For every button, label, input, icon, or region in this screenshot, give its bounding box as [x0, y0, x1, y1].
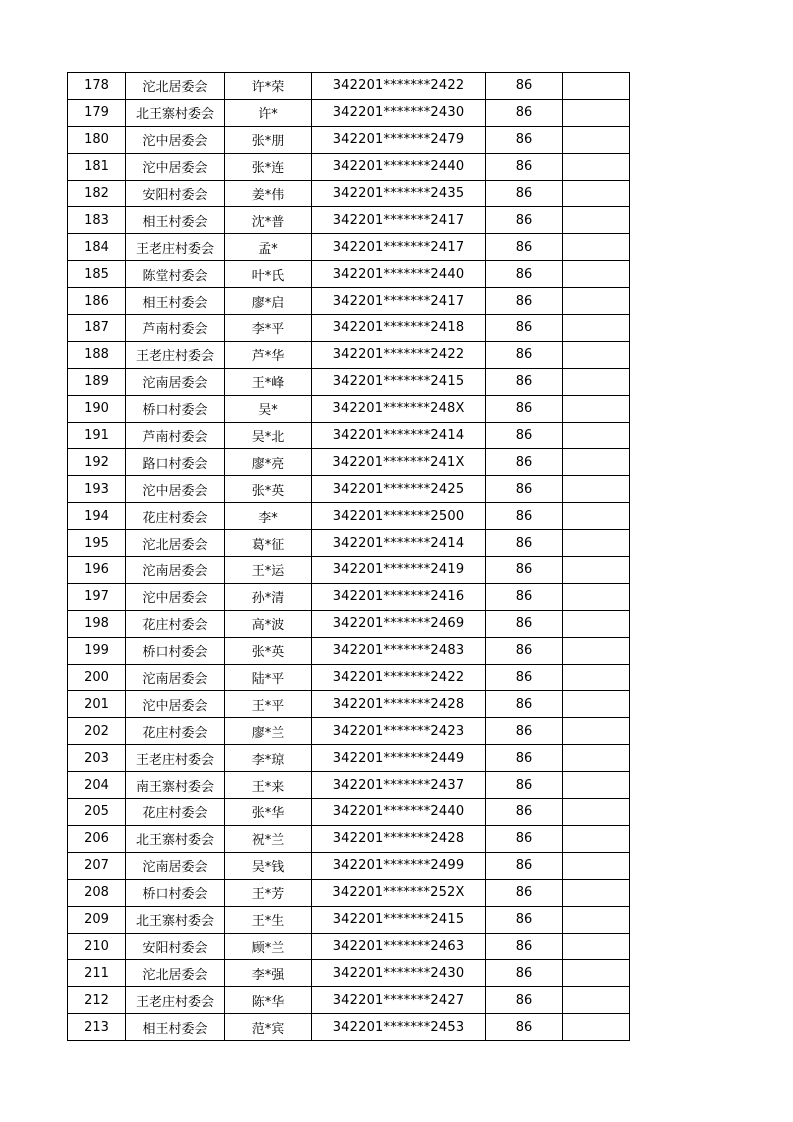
table-row	[68, 960, 630, 987]
table-row	[68, 825, 630, 852]
person-name-cell: 孟*	[225, 234, 312, 261]
serial-number-cell: 208	[68, 879, 126, 906]
remarks-cell	[563, 583, 630, 610]
age-cell: 86	[486, 395, 563, 422]
community-unit-cell: 相王村委会	[126, 1014, 225, 1041]
serial-number-cell: 189	[68, 368, 126, 395]
person-name-cell: 高*波	[225, 610, 312, 637]
id-number-cell: 342201*******2437	[312, 772, 486, 799]
table-row	[68, 879, 630, 906]
person-name-cell: 吴*北	[225, 422, 312, 449]
community-unit-cell: 路口村委会	[126, 449, 225, 476]
document-sheet	[67, 72, 630, 1041]
age-cell: 86	[486, 422, 563, 449]
person-name-cell: 张*华	[225, 799, 312, 826]
community-unit-cell: 沱中居委会	[126, 126, 225, 153]
table-row	[68, 449, 630, 476]
table-row	[68, 341, 630, 368]
person-name-cell: 范*宾	[225, 1014, 312, 1041]
remarks-cell	[563, 126, 630, 153]
remarks-cell	[563, 288, 630, 315]
id-number-cell: 342201*******248X	[312, 395, 486, 422]
id-number-cell: 342201*******2417	[312, 234, 486, 261]
community-unit-cell: 相王村委会	[126, 207, 225, 234]
remarks-cell	[563, 99, 630, 126]
person-name-cell: 李*琼	[225, 745, 312, 772]
remarks-cell	[563, 960, 630, 987]
serial-number-cell: 200	[68, 664, 126, 691]
roster-table	[67, 72, 630, 1041]
age-cell: 86	[486, 530, 563, 557]
remarks-cell	[563, 422, 630, 449]
age-cell: 86	[486, 960, 563, 987]
age-cell: 86	[486, 261, 563, 288]
age-cell: 86	[486, 583, 563, 610]
community-unit-cell: 花庄村委会	[126, 799, 225, 826]
community-unit-cell: 芦南村委会	[126, 315, 225, 342]
remarks-cell	[563, 772, 630, 799]
age-cell: 86	[486, 610, 563, 637]
community-unit-cell: 相王村委会	[126, 288, 225, 315]
id-number-cell: 342201*******2428	[312, 691, 486, 718]
serial-number-cell: 199	[68, 637, 126, 664]
remarks-cell	[563, 180, 630, 207]
community-unit-cell: 沱南居委会	[126, 852, 225, 879]
age-cell: 86	[486, 1014, 563, 1041]
id-number-cell: 342201*******2500	[312, 503, 486, 530]
community-unit-cell: 沱北居委会	[126, 73, 225, 100]
age-cell: 86	[486, 126, 563, 153]
remarks-cell	[563, 745, 630, 772]
table-row	[68, 422, 630, 449]
serial-number-cell: 196	[68, 557, 126, 584]
table-row	[68, 368, 630, 395]
community-unit-cell: 沱中居委会	[126, 153, 225, 180]
id-number-cell: 342201*******2440	[312, 153, 486, 180]
age-cell: 86	[486, 73, 563, 100]
table-row	[68, 852, 630, 879]
age-cell: 86	[486, 368, 563, 395]
person-name-cell: 张*英	[225, 637, 312, 664]
age-cell: 86	[486, 799, 563, 826]
person-name-cell: 顾*兰	[225, 933, 312, 960]
roster-table-body	[68, 73, 630, 1041]
remarks-cell	[563, 637, 630, 664]
table-row	[68, 610, 630, 637]
id-number-cell: 342201*******2453	[312, 1014, 486, 1041]
table-row	[68, 664, 630, 691]
serial-number-cell: 187	[68, 315, 126, 342]
table-row	[68, 99, 630, 126]
age-cell: 86	[486, 987, 563, 1014]
table-row	[68, 395, 630, 422]
age-cell: 86	[486, 745, 563, 772]
serial-number-cell: 188	[68, 341, 126, 368]
age-cell: 86	[486, 99, 563, 126]
community-unit-cell: 花庄村委会	[126, 503, 225, 530]
community-unit-cell: 沱北居委会	[126, 530, 225, 557]
id-number-cell: 342201*******2435	[312, 180, 486, 207]
person-name-cell: 孙*清	[225, 583, 312, 610]
age-cell: 86	[486, 879, 563, 906]
person-name-cell: 廖*启	[225, 288, 312, 315]
serial-number-cell: 213	[68, 1014, 126, 1041]
person-name-cell: 廖*亮	[225, 449, 312, 476]
remarks-cell	[563, 879, 630, 906]
id-number-cell: 342201*******2423	[312, 718, 486, 745]
community-unit-cell: 北王寨村委会	[126, 906, 225, 933]
remarks-cell	[563, 530, 630, 557]
remarks-cell	[563, 73, 630, 100]
id-number-cell: 342201*******2463	[312, 933, 486, 960]
person-name-cell: 王*生	[225, 906, 312, 933]
id-number-cell: 342201*******2422	[312, 341, 486, 368]
remarks-cell	[563, 368, 630, 395]
person-name-cell: 王*峰	[225, 368, 312, 395]
person-name-cell: 陈*华	[225, 987, 312, 1014]
person-name-cell: 张*英	[225, 476, 312, 503]
serial-number-cell: 197	[68, 583, 126, 610]
id-number-cell: 342201*******2414	[312, 530, 486, 557]
serial-number-cell: 182	[68, 180, 126, 207]
remarks-cell	[563, 799, 630, 826]
serial-number-cell: 184	[68, 234, 126, 261]
age-cell: 86	[486, 341, 563, 368]
person-name-cell: 廖*兰	[225, 718, 312, 745]
id-number-cell: 342201*******2414	[312, 422, 486, 449]
remarks-cell	[563, 476, 630, 503]
age-cell: 86	[486, 503, 563, 530]
remarks-cell	[563, 261, 630, 288]
remarks-cell	[563, 153, 630, 180]
table-row	[68, 503, 630, 530]
serial-number-cell: 206	[68, 825, 126, 852]
serial-number-cell: 183	[68, 207, 126, 234]
age-cell: 86	[486, 153, 563, 180]
table-row	[68, 906, 630, 933]
age-cell: 86	[486, 718, 563, 745]
serial-number-cell: 181	[68, 153, 126, 180]
serial-number-cell: 205	[68, 799, 126, 826]
remarks-cell	[563, 503, 630, 530]
serial-number-cell: 180	[68, 126, 126, 153]
person-name-cell: 祝*兰	[225, 825, 312, 852]
age-cell: 86	[486, 852, 563, 879]
serial-number-cell: 211	[68, 960, 126, 987]
serial-number-cell: 198	[68, 610, 126, 637]
remarks-cell	[563, 718, 630, 745]
age-cell: 86	[486, 772, 563, 799]
id-number-cell: 342201*******2415	[312, 368, 486, 395]
age-cell: 86	[486, 691, 563, 718]
serial-number-cell: 194	[68, 503, 126, 530]
person-name-cell: 张*朋	[225, 126, 312, 153]
serial-number-cell: 186	[68, 288, 126, 315]
table-row	[68, 153, 630, 180]
person-name-cell: 李*强	[225, 960, 312, 987]
age-cell: 86	[486, 933, 563, 960]
id-number-cell: 342201*******2418	[312, 315, 486, 342]
id-number-cell: 342201*******2440	[312, 261, 486, 288]
community-unit-cell: 安阳村委会	[126, 180, 225, 207]
serial-number-cell: 209	[68, 906, 126, 933]
age-cell: 86	[486, 288, 563, 315]
id-number-cell: 342201*******2483	[312, 637, 486, 664]
age-cell: 86	[486, 825, 563, 852]
remarks-cell	[563, 610, 630, 637]
table-row	[68, 476, 630, 503]
serial-number-cell: 210	[68, 933, 126, 960]
community-unit-cell: 沱中居委会	[126, 691, 225, 718]
serial-number-cell: 212	[68, 987, 126, 1014]
table-row	[68, 288, 630, 315]
remarks-cell	[563, 691, 630, 718]
person-name-cell: 葛*征	[225, 530, 312, 557]
person-name-cell: 姜*伟	[225, 180, 312, 207]
remarks-cell	[563, 207, 630, 234]
remarks-cell	[563, 852, 630, 879]
community-unit-cell: 沱南居委会	[126, 664, 225, 691]
person-name-cell: 吴*	[225, 395, 312, 422]
table-row	[68, 745, 630, 772]
community-unit-cell: 沱北居委会	[126, 960, 225, 987]
serial-number-cell: 178	[68, 73, 126, 100]
table-row	[68, 126, 630, 153]
id-number-cell: 342201*******2479	[312, 126, 486, 153]
person-name-cell: 叶*氏	[225, 261, 312, 288]
id-number-cell: 342201*******2415	[312, 906, 486, 933]
community-unit-cell: 王老庄村委会	[126, 341, 225, 368]
person-name-cell: 陆*平	[225, 664, 312, 691]
table-row	[68, 557, 630, 584]
community-unit-cell: 沱南居委会	[126, 368, 225, 395]
age-cell: 86	[486, 180, 563, 207]
id-number-cell: 342201*******2422	[312, 664, 486, 691]
community-unit-cell: 沱中居委会	[126, 476, 225, 503]
serial-number-cell: 207	[68, 852, 126, 879]
age-cell: 86	[486, 449, 563, 476]
remarks-cell	[563, 341, 630, 368]
remarks-cell	[563, 825, 630, 852]
table-row	[68, 73, 630, 100]
community-unit-cell: 王老庄村委会	[126, 234, 225, 261]
age-cell: 86	[486, 664, 563, 691]
person-name-cell: 王*平	[225, 691, 312, 718]
community-unit-cell: 沱中居委会	[126, 583, 225, 610]
remarks-cell	[563, 987, 630, 1014]
remarks-cell	[563, 664, 630, 691]
serial-number-cell: 192	[68, 449, 126, 476]
community-unit-cell: 沱南居委会	[126, 557, 225, 584]
community-unit-cell: 桥口村委会	[126, 637, 225, 664]
person-name-cell: 许*荣	[225, 73, 312, 100]
id-number-cell: 342201*******241X	[312, 449, 486, 476]
table-row	[68, 583, 630, 610]
remarks-cell	[563, 1014, 630, 1041]
age-cell: 86	[486, 234, 563, 261]
community-unit-cell: 花庄村委会	[126, 610, 225, 637]
community-unit-cell: 芦南村委会	[126, 422, 225, 449]
person-name-cell: 王*芳	[225, 879, 312, 906]
age-cell: 86	[486, 637, 563, 664]
id-number-cell: 342201*******2416	[312, 583, 486, 610]
id-number-cell: 342201*******252X	[312, 879, 486, 906]
person-name-cell: 王*运	[225, 557, 312, 584]
age-cell: 86	[486, 207, 563, 234]
serial-number-cell: 204	[68, 772, 126, 799]
table-row	[68, 261, 630, 288]
id-number-cell: 342201*******2440	[312, 799, 486, 826]
id-number-cell: 342201*******2417	[312, 288, 486, 315]
id-number-cell: 342201*******2469	[312, 610, 486, 637]
table-row	[68, 637, 630, 664]
serial-number-cell: 190	[68, 395, 126, 422]
community-unit-cell: 北王寨村委会	[126, 825, 225, 852]
community-unit-cell: 花庄村委会	[126, 718, 225, 745]
serial-number-cell: 201	[68, 691, 126, 718]
serial-number-cell: 193	[68, 476, 126, 503]
table-row	[68, 933, 630, 960]
table-row	[68, 718, 630, 745]
community-unit-cell: 桥口村委会	[126, 879, 225, 906]
person-name-cell: 张*连	[225, 153, 312, 180]
serial-number-cell: 179	[68, 99, 126, 126]
community-unit-cell: 王老庄村委会	[126, 987, 225, 1014]
remarks-cell	[563, 933, 630, 960]
community-unit-cell: 王老庄村委会	[126, 745, 225, 772]
id-number-cell: 342201*******2449	[312, 745, 486, 772]
age-cell: 86	[486, 315, 563, 342]
table-row	[68, 530, 630, 557]
serial-number-cell: 202	[68, 718, 126, 745]
remarks-cell	[563, 234, 630, 261]
table-row	[68, 315, 630, 342]
table-row	[68, 799, 630, 826]
table-row	[68, 691, 630, 718]
community-unit-cell: 陈堂村委会	[126, 261, 225, 288]
person-name-cell: 吴*钱	[225, 852, 312, 879]
id-number-cell: 342201*******2422	[312, 73, 486, 100]
id-number-cell: 342201*******2428	[312, 825, 486, 852]
serial-number-cell: 185	[68, 261, 126, 288]
person-name-cell: 王*来	[225, 772, 312, 799]
person-name-cell: 许*	[225, 99, 312, 126]
person-name-cell: 李*	[225, 503, 312, 530]
remarks-cell	[563, 906, 630, 933]
remarks-cell	[563, 449, 630, 476]
age-cell: 86	[486, 557, 563, 584]
table-row	[68, 207, 630, 234]
table-row	[68, 180, 630, 207]
community-unit-cell: 安阳村委会	[126, 933, 225, 960]
community-unit-cell: 南王寨村委会	[126, 772, 225, 799]
id-number-cell: 342201*******2419	[312, 557, 486, 584]
remarks-cell	[563, 315, 630, 342]
person-name-cell: 李*平	[225, 315, 312, 342]
table-row	[68, 987, 630, 1014]
id-number-cell: 342201*******2430	[312, 99, 486, 126]
serial-number-cell: 191	[68, 422, 126, 449]
id-number-cell: 342201*******2427	[312, 987, 486, 1014]
age-cell: 86	[486, 476, 563, 503]
serial-number-cell: 195	[68, 530, 126, 557]
serial-number-cell: 203	[68, 745, 126, 772]
id-number-cell: 342201*******2430	[312, 960, 486, 987]
community-unit-cell: 桥口村委会	[126, 395, 225, 422]
table-row	[68, 1014, 630, 1041]
person-name-cell: 沈*普	[225, 207, 312, 234]
id-number-cell: 342201*******2499	[312, 852, 486, 879]
id-number-cell: 342201*******2425	[312, 476, 486, 503]
table-row	[68, 234, 630, 261]
id-number-cell: 342201*******2417	[312, 207, 486, 234]
remarks-cell	[563, 557, 630, 584]
person-name-cell: 芦*华	[225, 341, 312, 368]
remarks-cell	[563, 395, 630, 422]
age-cell: 86	[486, 906, 563, 933]
community-unit-cell: 北王寨村委会	[126, 99, 225, 126]
table-row	[68, 772, 630, 799]
